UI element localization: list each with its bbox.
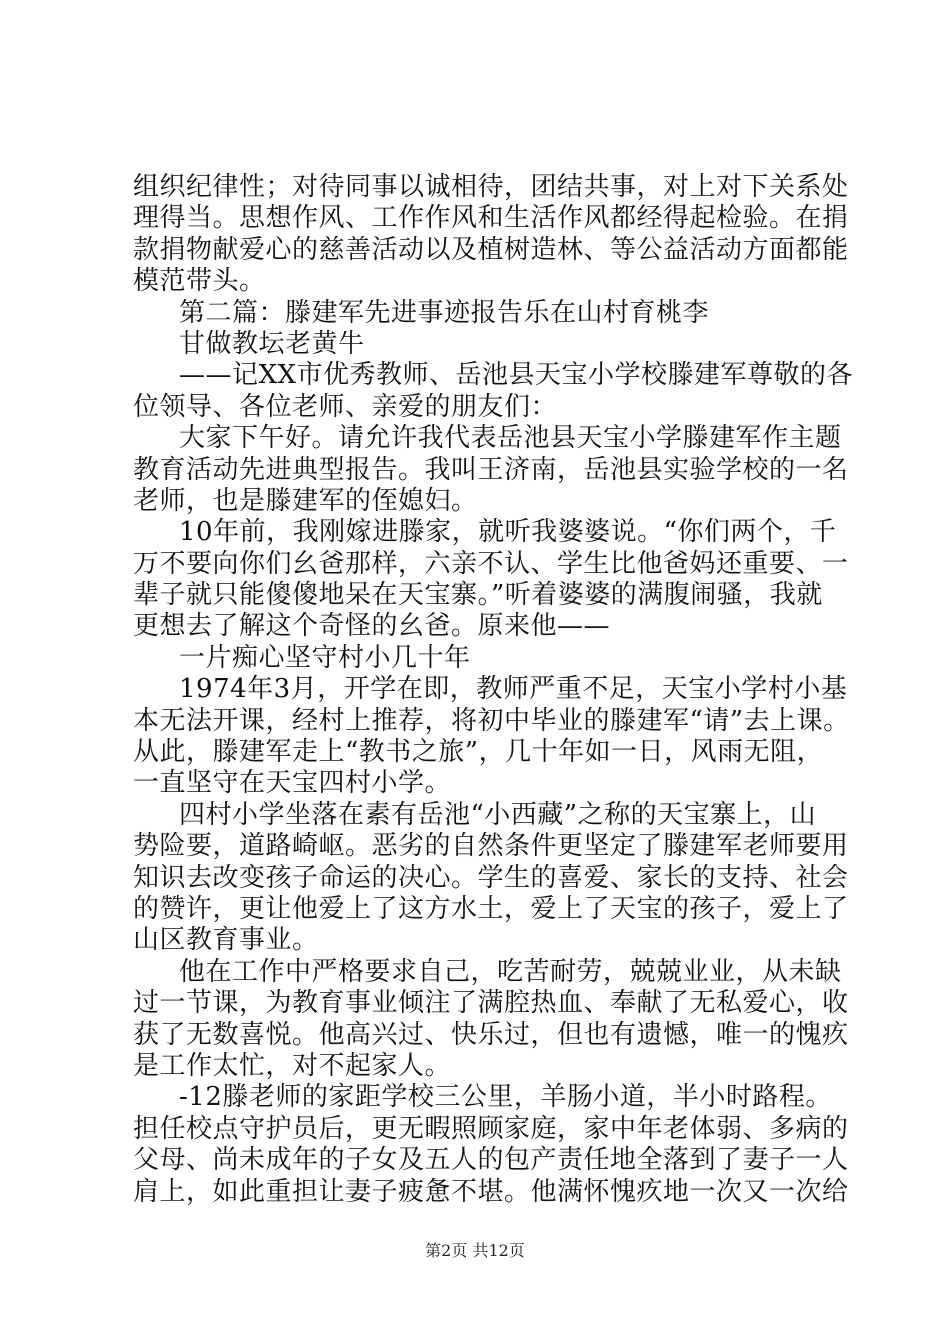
text-line: 教育活动先进典型报告。我叫王济南，岳池县实验学校的一名 bbox=[133, 454, 849, 485]
text-line: 一片痴心坚守村小几十年 bbox=[179, 642, 471, 673]
text-line: 四村小学坐落在素有岳池“小西藏”之称的天宝寨上，山 bbox=[179, 799, 817, 830]
text-line: -12滕老师的家距学校三公里，羊肠小道，半小时路程。 bbox=[179, 1082, 832, 1113]
text-line: ——记XX市优秀教师、岳池县天宝小学校滕建军尊敬的各 bbox=[179, 360, 854, 391]
text-line: 从此，滕建军走上“教书之旅”，几十年如一日，风雨无阻， bbox=[133, 737, 824, 768]
text-line: 组织纪律性；对待同事以诚相待，团结共事，对上对下关系处 bbox=[133, 172, 849, 202]
text-line: 他在工作中严格要求自己，吃苦耐劳，兢兢业业，从未缺 bbox=[179, 956, 842, 987]
text-line: 肩上，如此重担让妻子疲惫不堪。他满怀愧疚地一次又一次给 bbox=[133, 1176, 849, 1207]
page-footer: 第2页 共12页 bbox=[425, 1241, 525, 1260]
text-line: 万不要向你们幺爸那样，六亲不认、学生比他爸妈还重要、一 bbox=[133, 548, 849, 579]
text-line: 1974年3月，开学在即，教师严重不足，天宝小学村小基 bbox=[179, 674, 848, 705]
text-line: 老师，也是滕建军的侄媳妇。 bbox=[133, 485, 478, 516]
text-line: 甘做教坛老黄牛 bbox=[179, 328, 365, 359]
text-line: 过一节课，为教育事业倾注了满腔热血、奉献了无私爱心，收 bbox=[133, 988, 849, 1019]
text-line: 位领导、各位老师、亲爱的朋友们： bbox=[133, 391, 558, 422]
text-line: 知识去改变孩子命运的决心。学生的喜爱、家长的支持、社会 bbox=[133, 862, 849, 893]
text-line: 是工作太忙，对不起家人。 bbox=[133, 1050, 452, 1081]
text-line: 本无法开课，经村上推荐，将初中毕业的滕建军“请”去上课。 bbox=[133, 705, 850, 736]
text-line: 大家下午好。请允许我代表岳池县天宝小学滕建军作主题 bbox=[179, 423, 842, 454]
text-line: 款捐物献爱心的慈善活动以及植树造林、等公益活动方面都能 bbox=[133, 234, 849, 265]
text-line: 的赞许，更让他爱上了这方水土，爱上了天宝的孩子，爱上了 bbox=[133, 893, 849, 924]
text-line: 父母、尚未成年的子女及五人的包产责任地全落到了妻子一人 bbox=[133, 1145, 849, 1176]
text-line: 势险要，道路崎岖。恶劣的自然条件更坚定了滕建军老师要用 bbox=[133, 831, 849, 862]
text-line: 更想去了解这个奇怪的幺爸。原来他—— bbox=[133, 611, 611, 642]
text-line: 担任校点守护员后，更无暇照顾家庭，家中年老体弱、多病的 bbox=[133, 1113, 849, 1144]
text-line: 山区教育事业。 bbox=[133, 925, 319, 956]
text-line: 第二篇：滕建军先进事迹报告乐在山村育桃李 bbox=[179, 297, 710, 328]
text-line: 获了无数喜悦。他高兴过、快乐过，但也有遗憾，唯一的愧疚 bbox=[133, 1019, 849, 1050]
document-body bbox=[133, 172, 854, 1208]
text-line: 10年前，我刚嫁进滕家，就听我婆婆说。“你们两个，千 bbox=[179, 517, 837, 548]
text-line: 模范带头。 bbox=[133, 266, 266, 297]
text-line: 理得当。思想作风、工作作风和生活作风都经得起检验。在捐 bbox=[133, 203, 849, 234]
text-line: 辈子就只能傻傻地呆在天宝寨。”听着婆婆的满腹闹骚，我就 bbox=[133, 580, 823, 611]
text-line: 一直坚守在天宝四村小学。 bbox=[133, 768, 452, 799]
